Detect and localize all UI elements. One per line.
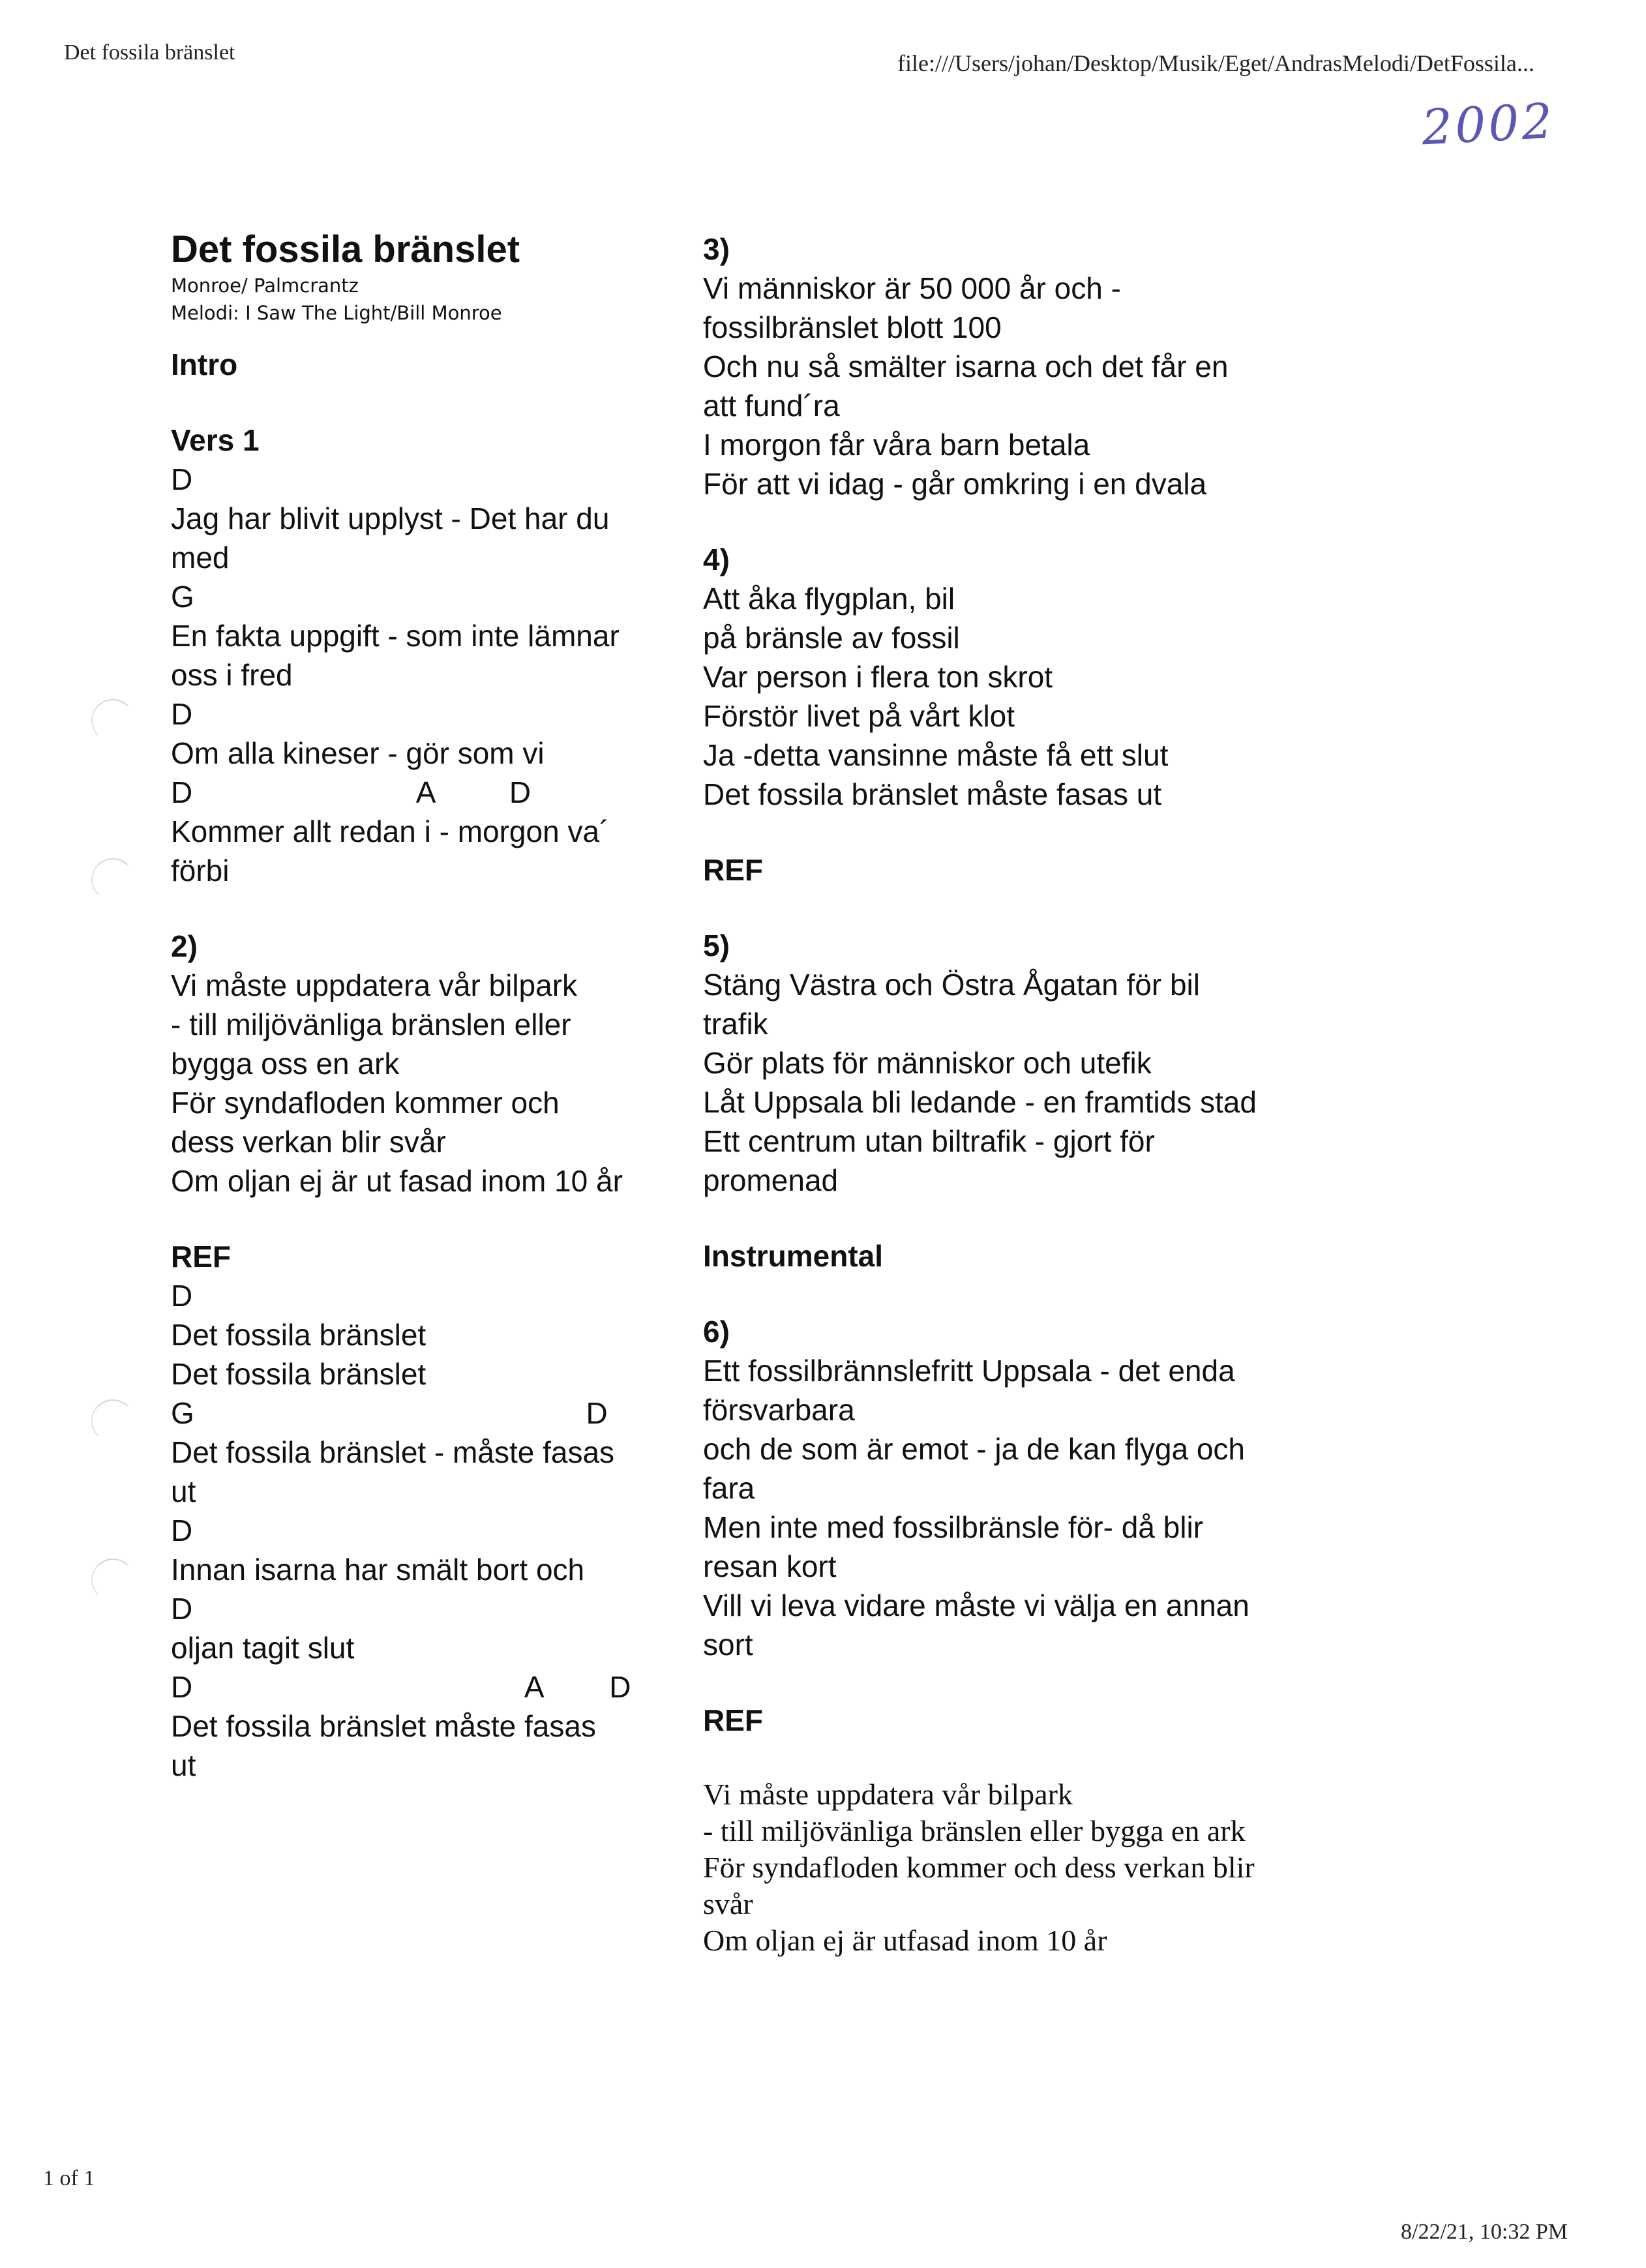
right-lyric-line: I morgon får våra barn betala <box>703 428 1090 462</box>
left-lyric-line: förbi <box>171 853 230 888</box>
left-lyric-line: - till miljövänliga bränslen eller <box>171 1007 571 1041</box>
right-lyric-line: trafik <box>703 1007 768 1041</box>
section-spacer <box>171 1201 693 1237</box>
punch-hole-mark <box>91 858 134 901</box>
left-section-heading: Vers 1 <box>171 423 260 457</box>
left-lyric-line: med <box>171 540 230 574</box>
right-lyric-line: försvarbara <box>703 1393 855 1427</box>
lyrics-left-column <box>171 228 693 1785</box>
section-spacer <box>703 1276 1329 1312</box>
punch-hole-mark <box>91 1559 134 1602</box>
right-section-heading: 5) <box>703 929 730 962</box>
left-lyric-line: D <box>171 462 193 496</box>
left-lyric-line: G D <box>171 1395 608 1430</box>
lyrics-right-column <box>703 230 1329 1959</box>
right-lyric-line: För att vi idag - går omkring i en dvala <box>703 467 1207 501</box>
punch-hole-mark <box>91 1399 134 1442</box>
left-lyric-line: G <box>171 579 194 614</box>
section-spacer <box>703 1664 1329 1701</box>
right-section-heading: 4) <box>703 543 730 576</box>
left-lyric-line: D <box>171 696 193 731</box>
left-lyric-line: D <box>171 1278 193 1313</box>
handwritten-year-note: 2002 <box>1420 93 1557 157</box>
right-lyric-line: och de som är emot - ja de kan flyga och <box>703 1432 1245 1466</box>
left-lyric-line: För syndafloden kommer och <box>171 1085 560 1120</box>
right-lyric-line: Stäng Västra och Östra Ågatan för bil <box>703 968 1200 1002</box>
print-header-title: Det fossila bränslet <box>64 40 235 65</box>
right-lyric-line: Och nu så smälter isarna och det får en <box>703 350 1229 383</box>
left-lyric-line: Om oljan ej är ut fasad inom 10 år <box>171 1163 623 1198</box>
left-section-heading: REF <box>171 1239 231 1274</box>
section-spacer <box>703 1740 1329 1776</box>
right-lyric-line: på bränsle av fossil <box>703 621 960 655</box>
left-lyric-line: Kommer allt redan i - morgon va´ <box>171 814 610 848</box>
left-lyric-line: dess verkan blir svår <box>171 1124 446 1159</box>
right-lyric-line: Vill vi leva vidare måste vi välja en annan <box>703 1589 1249 1622</box>
left-lyric-line: Vi måste uppdatera vår bilpark <box>171 968 578 1002</box>
right-lyric-line: Vi måste uppdatera vår bilpark <box>703 1778 1073 1811</box>
section-spacer <box>703 503 1329 540</box>
right-lyric-line: fara <box>703 1471 755 1505</box>
section-spacer <box>703 814 1329 850</box>
left-lyric-line: D <box>171 1513 193 1547</box>
right-lyric-line: Vi människor är 50 000 år och - <box>703 271 1121 305</box>
right-lyric-line: promenad <box>703 1163 839 1197</box>
punch-hole-mark <box>91 699 134 742</box>
left-lyric-line: ut <box>171 1474 196 1508</box>
left-lyric-line: Det fossila bränslet <box>171 1317 426 1352</box>
right-lyric-line: sort <box>703 1628 753 1662</box>
right-lyric-line: Att åka flygplan, bil <box>703 582 955 616</box>
right-lyric-line: Var person i flera ton skrot <box>703 660 1053 694</box>
right-lyric-line: Gör plats för människor och utefik <box>703 1046 1152 1080</box>
left-lyric-line: Det fossila bränslet - måste fasas <box>171 1435 615 1469</box>
right-section-heading: REF <box>703 1703 763 1737</box>
right-lyric-line: resan kort <box>703 1549 837 1583</box>
right-lyric-line: För syndafloden kommer och dess verkan blir <box>703 1851 1255 1884</box>
song-title: Det fossila bränslet <box>171 228 520 271</box>
left-lyric-line: oljan tagit slut <box>171 1630 355 1665</box>
right-lyric-line: Om oljan ej är utfasad inom 10 år <box>703 1924 1107 1957</box>
right-section-heading: 3) <box>703 232 730 266</box>
section-spacer <box>171 890 693 927</box>
left-lyric-line: Om alla kineser - gör som vi <box>171 736 545 770</box>
left-lyric-line: D A D <box>171 1669 631 1704</box>
right-section-heading: REF <box>703 853 763 887</box>
section-spacer <box>171 384 693 421</box>
right-lyric-line: - till miljövänliga bränslen eller bygga en ark <box>703 1814 1246 1847</box>
left-lyric-line: oss i fred <box>171 657 293 692</box>
right-lyric-line: svår <box>703 1887 753 1920</box>
right-section-heading: 6) <box>703 1315 730 1349</box>
left-lyric-line: ut <box>171 1748 196 1782</box>
print-timestamp: 8/22/21, 10:32 PM <box>1401 2220 1568 2244</box>
left-lyric-line: D A D <box>171 775 531 809</box>
left-lyric-line: D <box>171 1591 193 1626</box>
right-lyric-line: Ja -detta vansinne måste få ett slut <box>703 738 1169 772</box>
left-lyric-line: En fakta uppgift - som inte lämnar <box>171 618 620 653</box>
left-lyric-line: Jag har blivit upplyst - Det har du <box>171 501 610 535</box>
song-credit-authors: Monroe/ Palmcrantz <box>171 274 359 297</box>
song-credit-melody: Melodi: I Saw The Light/Bill Monroe <box>171 301 502 324</box>
right-lyric-line: Det fossila bränslet måste fasas ut <box>703 777 1162 811</box>
right-lyric-line: fossilbränslet blott 100 <box>703 310 1002 344</box>
right-lyric-line: Låt Uppsala bli ledande - en framtids stad <box>703 1085 1257 1119</box>
right-lyric-line: Förstör livet på vårt klot <box>703 699 1015 733</box>
page-number: 1 of 1 <box>43 2166 95 2190</box>
right-section-heading: Instrumental <box>703 1239 884 1273</box>
left-lyric-line: Innan isarna har smält bort och <box>171 1552 585 1587</box>
right-lyric-line: att fund´ra <box>703 389 840 423</box>
left-column-body <box>171 345 693 1785</box>
section-spacer <box>703 889 1329 926</box>
left-lyric-line: Det fossila bränslet måste fasas <box>171 1708 596 1743</box>
left-section-heading: Intro <box>171 347 238 381</box>
right-column-body <box>703 230 1329 1959</box>
print-header-url: file:///Users/johan/Desktop/Musik/Eget/AndrasMelodi/DetFossila... <box>897 50 1534 76</box>
left-section-heading: 2) <box>171 929 198 963</box>
left-lyric-line: Det fossila bränslet <box>171 1356 426 1391</box>
right-lyric-line: Ett centrum utan biltrafik - gjort för <box>703 1124 1155 1158</box>
section-spacer <box>703 1200 1329 1236</box>
left-lyric-line: bygga oss en ark <box>171 1046 400 1081</box>
right-lyric-line: Men inte med fossilbränsle för- då blir <box>703 1510 1203 1544</box>
right-lyric-line: Ett fossilbrännslefritt Uppsala - det enda <box>703 1354 1235 1388</box>
